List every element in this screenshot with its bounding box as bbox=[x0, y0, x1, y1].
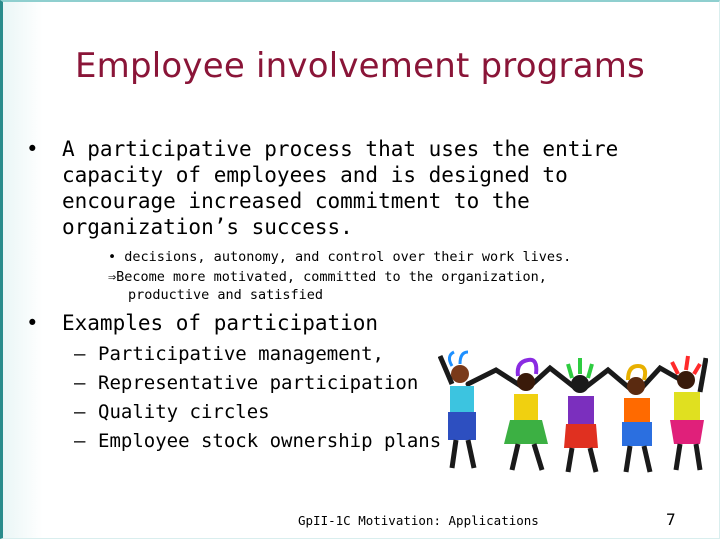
sub-bullet-text-continued: productive and satisfied bbox=[128, 287, 324, 303]
list-item-text: Quality circles bbox=[98, 401, 270, 423]
list-item bbox=[74, 340, 494, 369]
bullet-participative-process bbox=[26, 136, 666, 240]
dash-marker: – bbox=[74, 372, 86, 394]
dash-marker: – bbox=[74, 401, 86, 423]
sub-bullet-decisions bbox=[108, 248, 628, 266]
page-number: 7 bbox=[666, 510, 676, 529]
bullet-marker: • bbox=[26, 137, 39, 161]
bullet-examples bbox=[26, 310, 666, 336]
sub-bullet-marker: • bbox=[108, 249, 117, 265]
dash-marker: – bbox=[74, 430, 86, 452]
list-item bbox=[74, 398, 494, 427]
sub-bullet-text: Become more motivated, committed to the organization, bbox=[116, 269, 547, 285]
list-item-text: Employee stock ownership plans bbox=[98, 430, 442, 452]
dancing-people-clipart-icon bbox=[438, 348, 708, 478]
list-item bbox=[74, 427, 494, 456]
arrow-marker: ⇒ bbox=[108, 269, 117, 285]
examples-list bbox=[74, 340, 494, 456]
bullet-text: A participative process that uses the entire capacity of employees and is designed to encourage increased commitment to the organization’s success. bbox=[62, 137, 619, 239]
dash-marker: – bbox=[74, 343, 86, 365]
list-item-text: Representative participation bbox=[98, 372, 419, 394]
slide-title: Employee involvement programs bbox=[75, 46, 645, 86]
list-item-text: Participative management, bbox=[98, 343, 384, 365]
bullet-text: Examples of participation bbox=[62, 311, 379, 335]
bullet-marker: • bbox=[26, 311, 39, 335]
sub-bullet-motivated bbox=[108, 268, 628, 304]
sub-bullet-text: decisions, autonomy, and control over their work lives. bbox=[124, 249, 572, 265]
slide-footer: GpII-1C Motivation: Applications bbox=[298, 513, 539, 528]
list-item bbox=[74, 369, 494, 398]
